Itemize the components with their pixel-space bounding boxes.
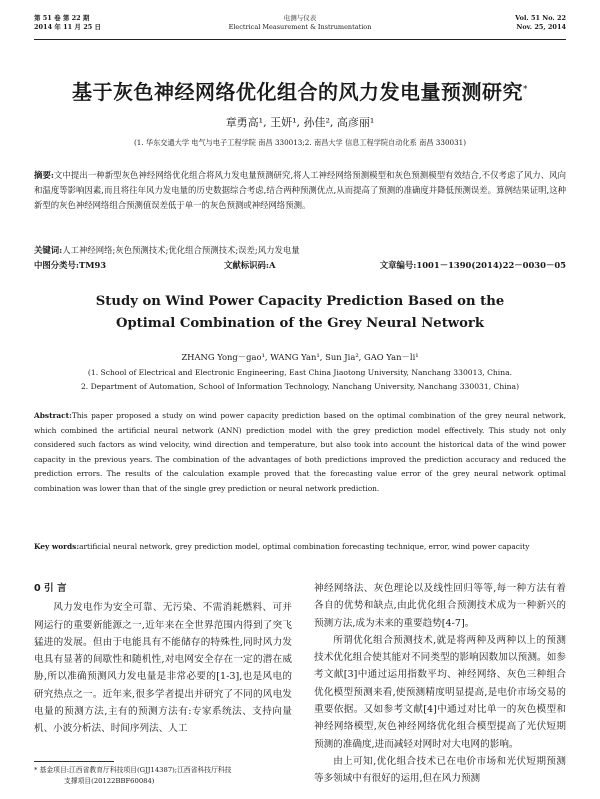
journal-name-cn: 电测与仪表: [283, 14, 317, 22]
header-vol-no: Vol. 51 No. 22: [515, 14, 566, 22]
abstract-en: [34, 409, 566, 497]
keywords-cn-text: 人工神经网络;灰色预测技术;优化组合预测技术;误差;风力发电量: [62, 245, 300, 255]
body-paragraph: 由上可知,优化组合技术已在电价市场和光伏短期预测等多领域中有很好的运用,但在风力预测: [314, 755, 566, 785]
body-paragraph: 所谓优化组合预测技术,就是将两种及两种以上的预测技术优化组合使其能对不同类型的影响因数加以预测。如参考文献[3]中通过运用指数平均、神经网络、灰色三种组合优化模型预测来看,使预测精度明显提高,是电价市场交易的重要依据。又如参考文献[4]中通过对比单一的灰色模型和神经网络模型,灰色神经网络优化组合模型提高了光伏短期预测的准确度,进而减轻对网时对大电网的影响。: [314, 634, 566, 750]
body-paragraph: 风力发电作为安全可靠、无污染、不需消耗燃料、可并网运行的重要新能源之一,近年来在全世界范围内得到了突飞猛进的发展。但由于电能具有不能储存的特殊性,同时风力发电具有显著的间歇性和随机性,对电网安全存在一定的潜在威胁,所以准确预测风力发电量是非常必要的[1-3],也是风电的研究热点之一。近年来,很多学者提出并研究了不同的风电发电量的预测方法,主有的预测方法有:专家系统法、支持向量机、小波分析法、时间序列法、人工: [34, 602, 292, 735]
keywords-en-text: artificial neural network, grey prediction model, optimal combination forecasting technique, error, wind power capacity: [79, 542, 530, 551]
authors-en: ZHANG Yong－gao¹, WANG Yan¹, Sun Jia², GAO Yan－li¹: [181, 352, 419, 362]
clc-number: 中图分类号:TM93: [34, 260, 107, 270]
header-volume-issue: 第 51 卷 第 22 期: [34, 14, 90, 22]
abstract-en-label: Abstract:: [34, 411, 72, 420]
page-title-cn: [0, 76, 600, 105]
title-cn-text: 基于灰色神经网络优化组合的风力发电量预测研究: [72, 80, 523, 104]
header-volume-info-en: [515, 14, 566, 32]
header-date-cn: 2014 年 11 月 25 日: [34, 23, 101, 31]
body-column-left: [34, 580, 292, 738]
title-en-line1: Study on Wind Power Capacity Prediction Based on the: [95, 294, 505, 309]
classification-row: [34, 259, 566, 272]
keywords-cn-label: 关键词:: [34, 245, 63, 255]
footnote-funding: [34, 765, 292, 787]
footnote-line: 支撑项目(20122BBF60084): [64, 777, 155, 785]
keywords-en: [34, 540, 566, 555]
affiliation-cn: (1. 华东交通大学 电气与电子工程学院 南昌 330013;2. 南昌大学 信息工程学院自动化系 南昌 330031): [133, 138, 467, 147]
header-journal-name: [34, 14, 566, 32]
footnote-line: * 基金项目:江西省教育厅科技项目(GJJ14387);江西省科技厅科技: [34, 766, 232, 774]
affiliation-en: [34, 366, 566, 394]
header-date-en: Nov. 25, 2014: [516, 23, 566, 31]
body-column-right: [314, 580, 566, 788]
running-header: [34, 12, 566, 40]
document-code: 文献标识码:A: [224, 260, 276, 270]
authors-cn: 章勇高¹, 王妍¹, 孙佳², 高彦丽¹: [225, 116, 375, 129]
header-rule: [34, 39, 566, 40]
section-heading-introduction: 0 引 言: [34, 583, 67, 594]
title-en-line2: Optimal Combination of the Grey Neural Network: [115, 316, 485, 331]
body-paragraph-continued: 神经网络法、灰色理论以及线性回归等等,每一种方法有着各自的优势和缺点,由此优化组合预测技术成为一种新兴的预测方法,成为未来的重要趋势[4-7]。: [314, 583, 566, 629]
affiliation-en-line1: (1. School of Electrical and Electronic Engineering, East China Jiaotong University, Nanchang 330013, China.: [87, 368, 513, 377]
abstract-cn-text: 文中提出一种新型灰色神经网络优化组合将风力发电量预测研究,将人工神经网络预测模型和灰色预测模型有效结合,不仅考虑了风力、风向和温度等影响因素,而且将往年风力发电量的历史数据综合考虑,结合两种预测优点,从而提高了预测的准确度并降低预测误差。算例结果证明,这种新型的灰色神经网络组合预测值误差低于单一的灰色预测或神经网络预测。: [34, 170, 566, 210]
abstract-cn: [34, 168, 566, 212]
title-footnote-mark: *: [523, 84, 528, 95]
keywords-cn: [34, 244, 566, 257]
journal-name-en: Electrical Measurement & Instrumentation: [228, 23, 372, 31]
article-number: 文章编号:1001－1390(2014)22－0030－05: [379, 260, 566, 270]
affiliation-en-line2: 2. Department of Automation, School of Information Technology, Nanchang University, Nanchang 330031, China): [80, 382, 520, 391]
keywords-en-label: Key words:: [34, 542, 80, 551]
abstract-cn-label: 摘要:: [34, 170, 54, 180]
abstract-en-text: This paper proposed a study on wind power capacity prediction based on the optimal combination of the grey neural network, which combined the artificial neural network (ANN) prediction model with the grey prediction model effectively. This study not only considered such factors as wind velocity, wind direction and temperature, but also took into account the historical data of the wind power capacity in the previous years. The combination of the advantages of both predictions improved the prediction accuracy and reduced the prediction errors. The results of the calculation example proved that the forecasting value error of the grey neural network optimal combination was lower than that of the single grey prediction or neural network prediction.: [34, 411, 566, 493]
page-title-en: [0, 291, 600, 335]
footnote-rule: [34, 761, 114, 762]
